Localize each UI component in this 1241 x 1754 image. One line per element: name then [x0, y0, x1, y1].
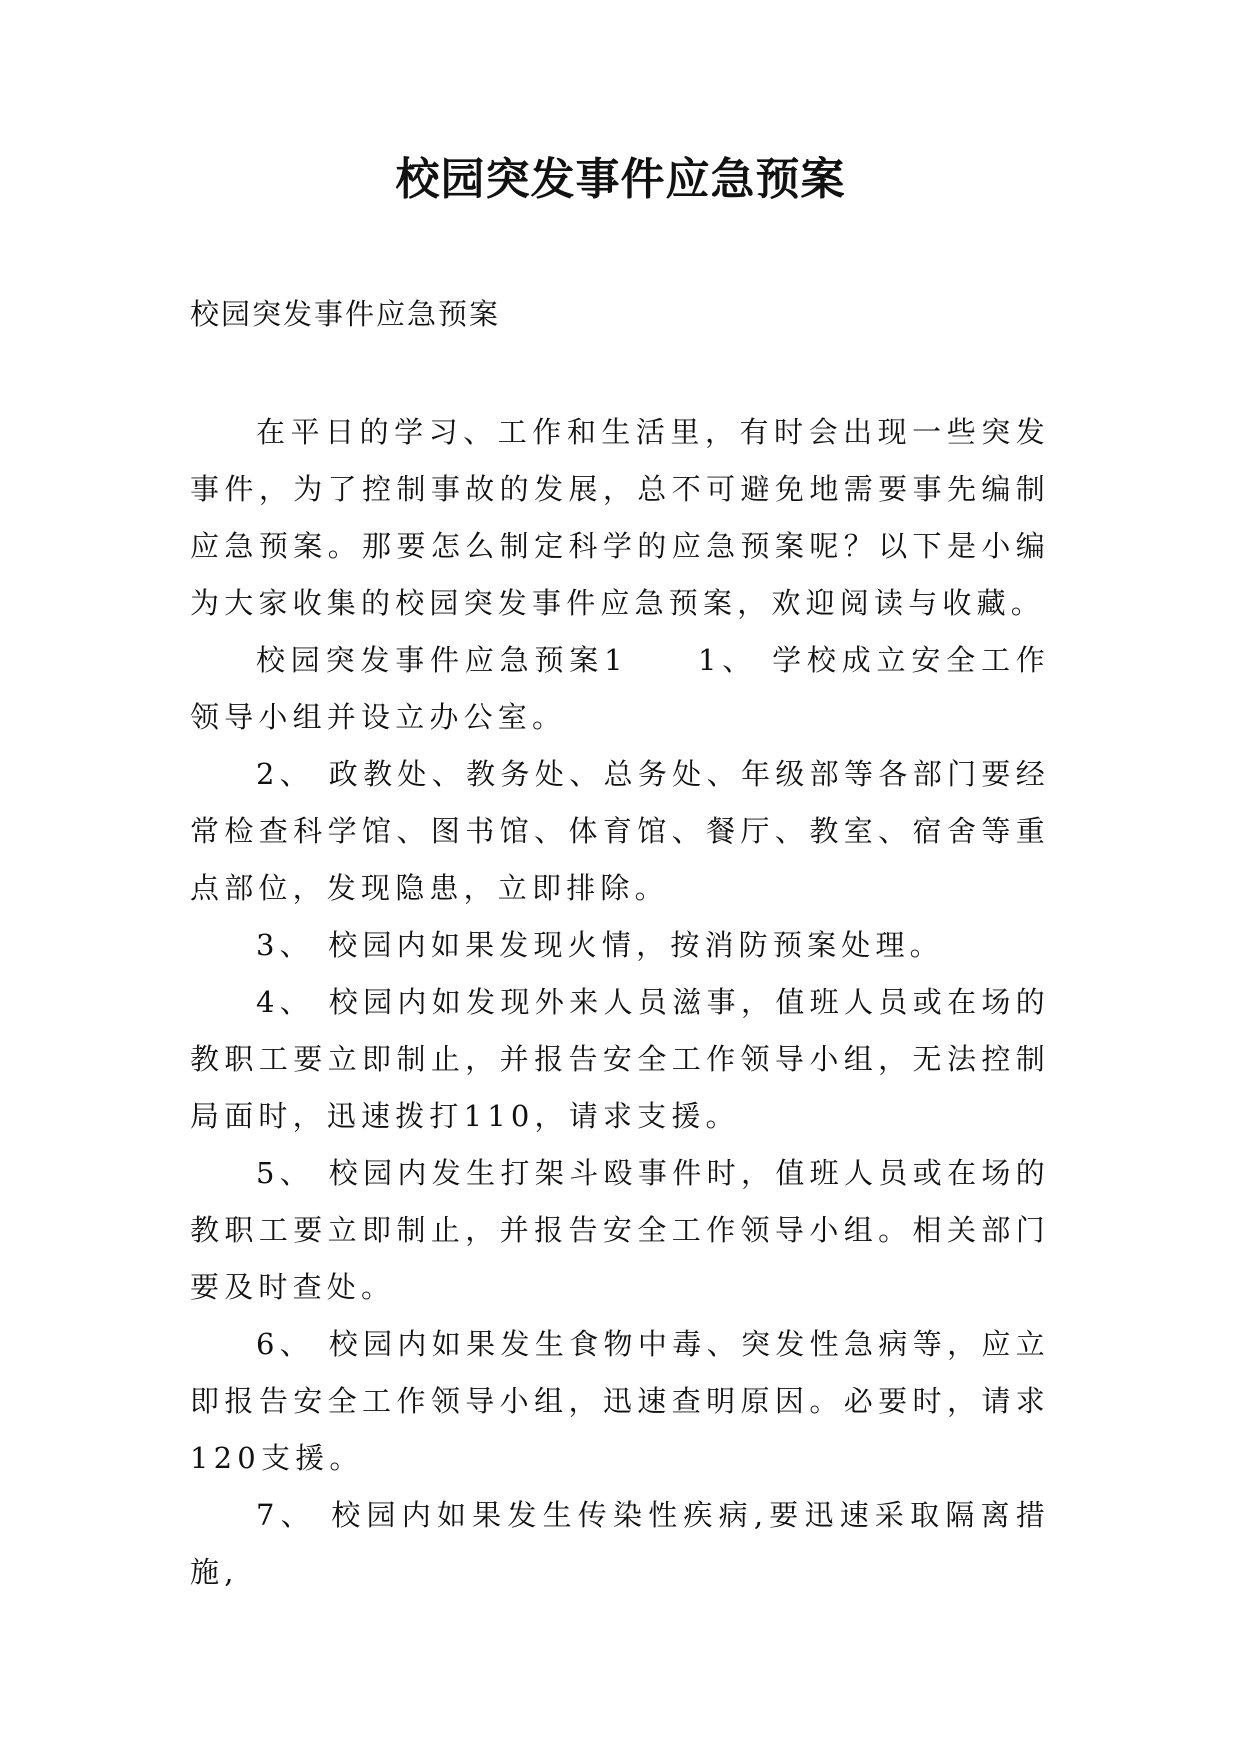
document-subtitle: 校园突发事件应急预案 — [190, 297, 501, 331]
document-body — [190, 404, 1050, 1601]
plan-item-1: 校园突发事件应急预案1 1、 学校成立安全工作领导小组并设立办公室。 — [190, 643, 1050, 734]
plan-item-6: 6、 校园内如果发生食物中毒、突发性急病等，应立即报告安全工作领导小组，迅速查明原因。必要时，请求120支援。 — [190, 1327, 1050, 1475]
plan-item-2: 2、 政教处、教务处、总务处、年级部等各部门要经常检查科学馆、图书馆、体育馆、餐厅、教室、宿舍等重点部位，发现隐患，立即排除。 — [190, 757, 1050, 905]
plan-item-3: 3、 校园内如果发现火情，按消防预案处理。 — [256, 928, 944, 962]
plan-item-4: 4、 校园内如发现外来人员滋事，值班人员或在场的教职工要立即制止，并报告安全工作领导小组，无法控制局面时，迅速拨打110，请求支援。 — [190, 985, 1050, 1133]
plan-item-5: 5、 校园内发生打架斗殴事件时，值班人员或在场的教职工要立即制止，并报告安全工作领导小组。相关部门要及时查处。 — [190, 1156, 1050, 1304]
document-title: 校园突发事件应急预案 — [395, 154, 846, 205]
intro-paragraph: 在平日的学习、工作和生活里，有时会出现一些突发事件，为了控制事故的发展，总不可避免地需要事先编制应急预案。那要怎么制定科学的应急预案呢？以下是小编为大家收集的校园突发事件应急预案，欢迎阅读与收藏。 — [190, 415, 1050, 620]
plan-item-7: 7、 校园内如果发生传染性疾病,要迅速采取隔离措施, — [190, 1498, 1050, 1589]
